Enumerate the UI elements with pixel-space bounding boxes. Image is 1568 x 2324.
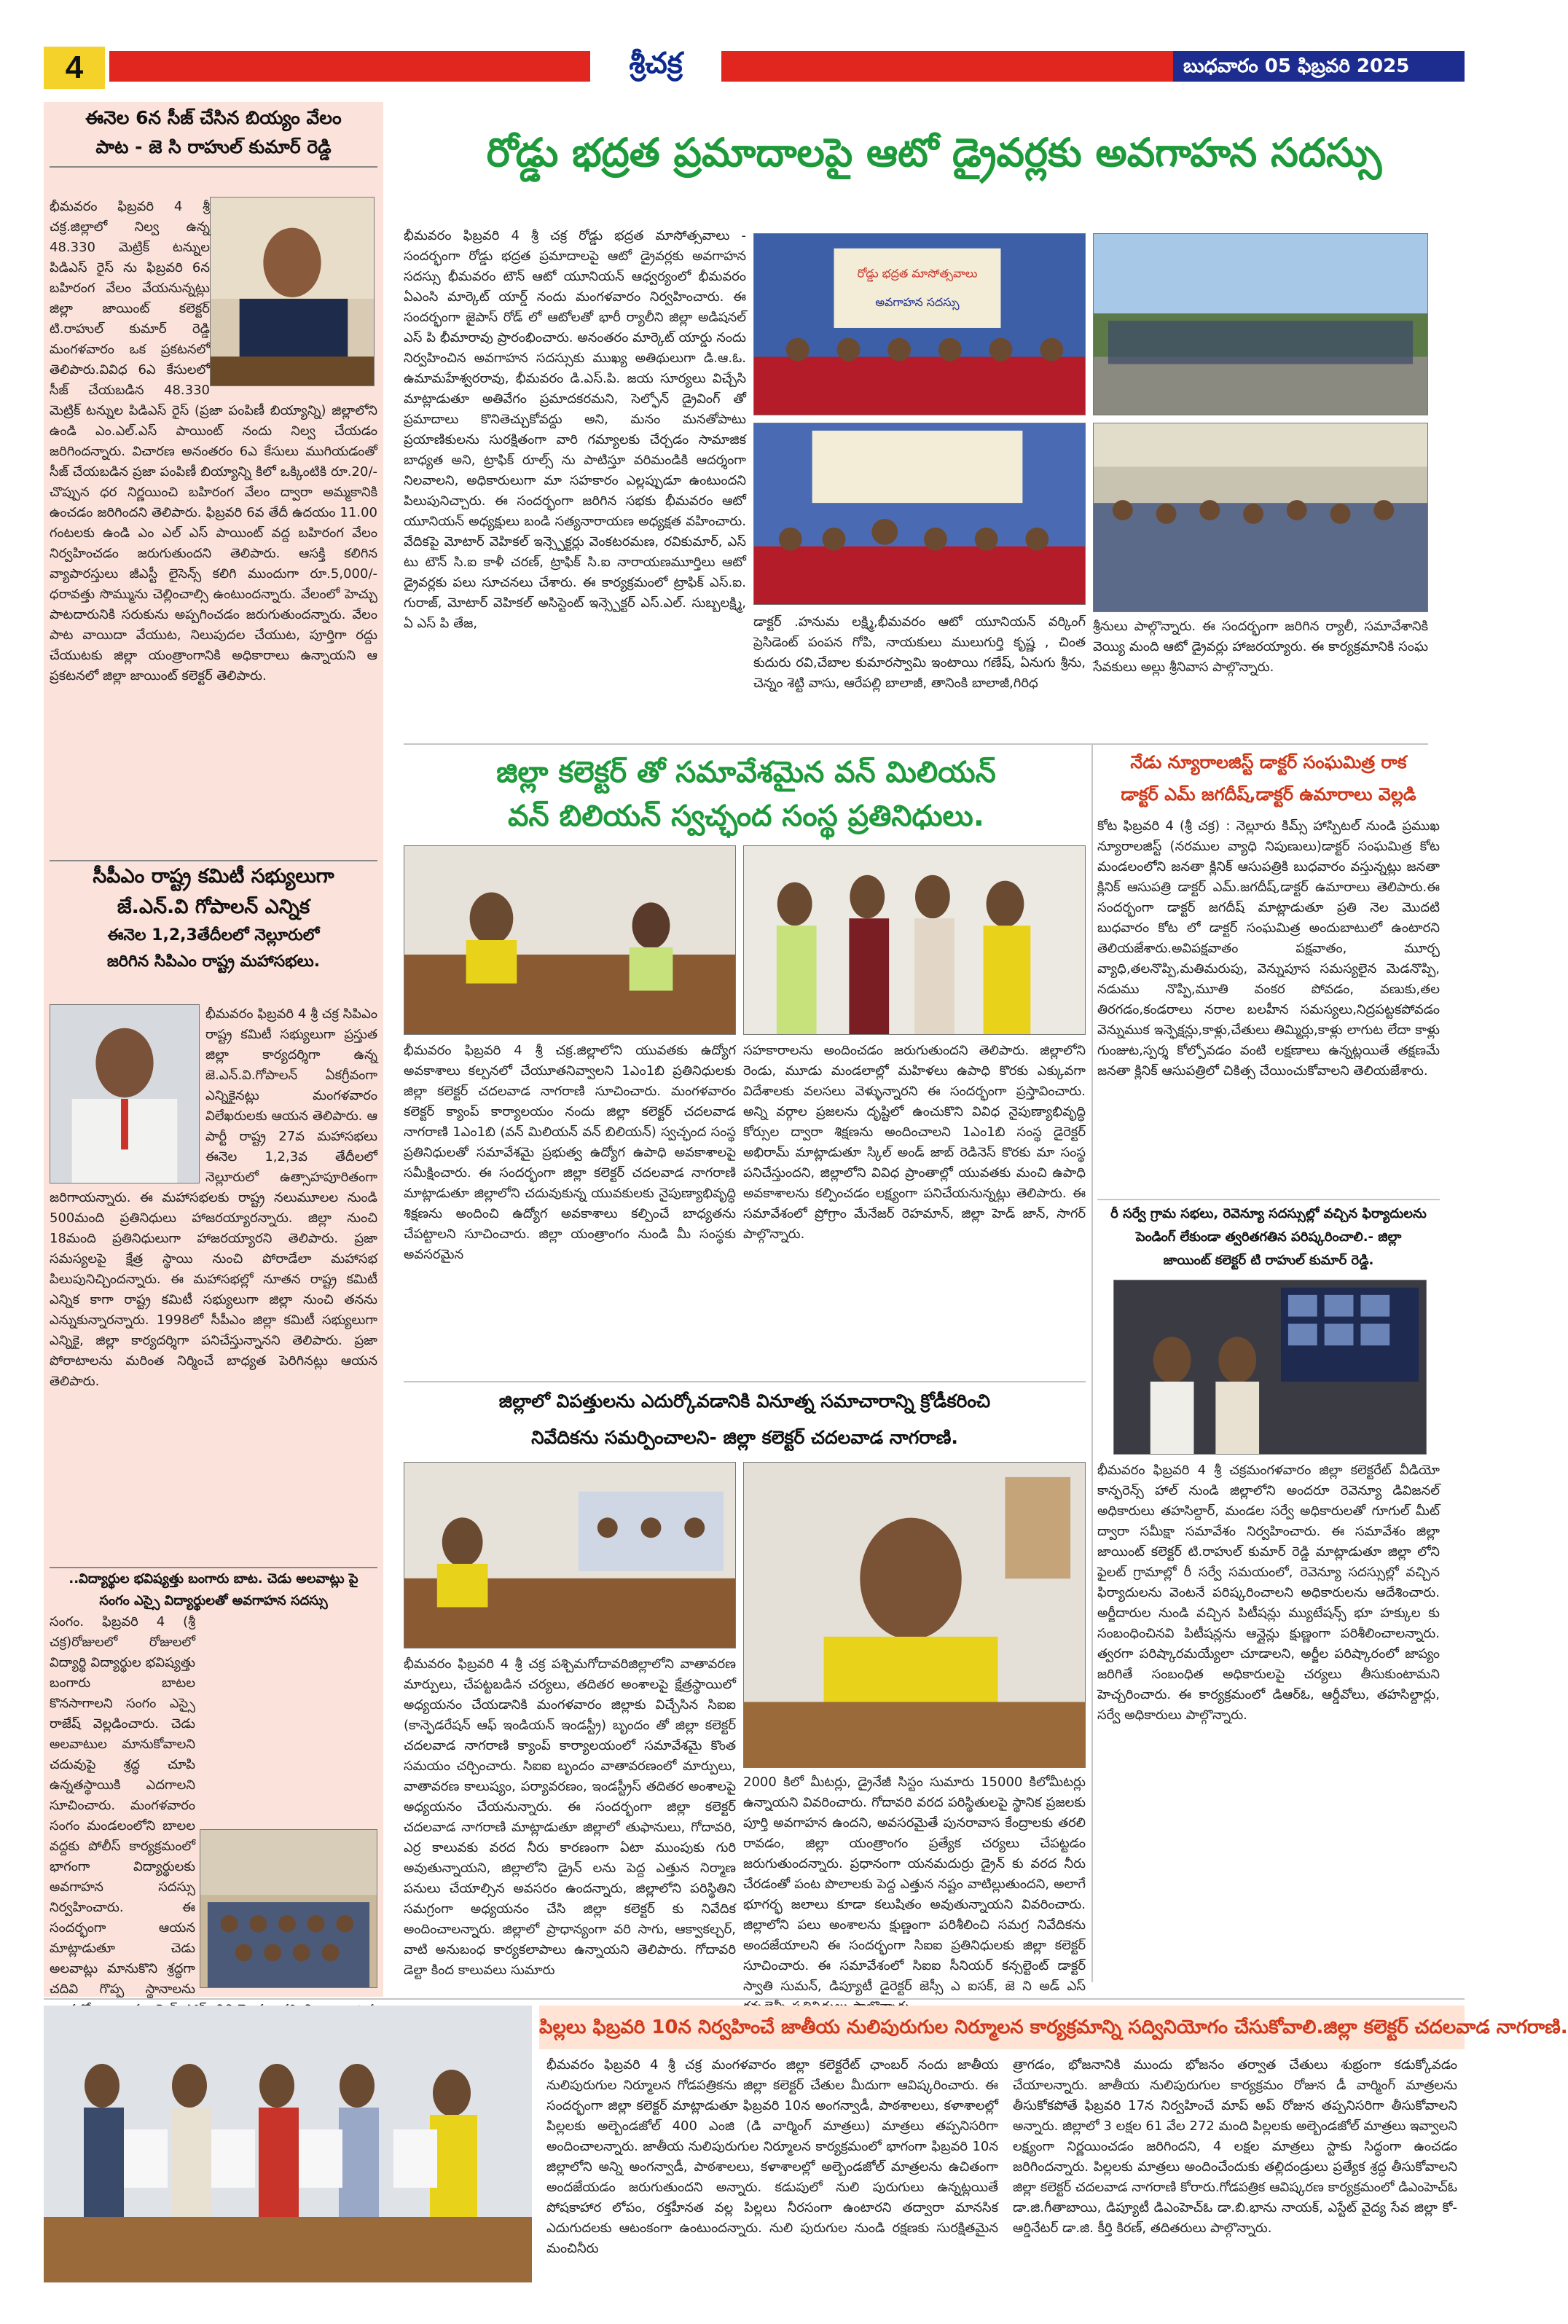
right-story1-headline-1: నేడు న్యూరాలజిస్ట్ డాక్టర్ సంఘమిత్ర రాక <box>1130 752 1407 772</box>
main-story-body-cont: డాక్టర్ .హనుమ లక్ష్మి,భీమవరం ఆటో యూనియన్ వర్కింగ్ ప్రెసిడెంట్ పంపన గోపి, నాయకులు ములుగుర్తి కృష్ణ , చింత కుదురు రవి,చేబాల కుమారస్వామి ఇంటాయి గణేష్, ఏనుగు శ్రీను, చెన్నం శెట్టి వాసు, ఆరేపల్లి బాలాజీ, తానింకి బాలాజీ,గిరిధ <box>753 614 1086 691</box>
masthead <box>0 44 1506 98</box>
left-column <box>44 102 383 1997</box>
photo-awareness-meeting-2 <box>753 423 1086 605</box>
left-story-rice-auction <box>50 103 377 168</box>
photo-collector-portrait <box>743 1462 1086 1768</box>
photo-awareness-meeting-1 <box>753 233 1086 415</box>
left-story2-headline-2: జే.ఎన్.వి గోపాలన్ ఎన్నిక <box>117 896 310 918</box>
divider-collector <box>404 1381 1086 1382</box>
issue-date: బుధవారం 05 ఫిబ్రవరి 2025 <box>1173 51 1465 82</box>
left-story2-headline-1: సీపీఎం రాష్ట్ర కమిటీ సభ్యులుగా <box>50 860 377 892</box>
photo-collector-memento <box>743 845 1086 1035</box>
disaster-body-right: 2000 కిలో మీటర్లు, డ్రైనేజీ సిస్టం సుమారు 15000 కిలోమీటర్లు ఉన్నాయని వివరించారు. గోదావరి వరద పరిస్థితులపై స్థానిక ప్రజలకు పూర్తి అవగాహన ఉందని, అవసరమైతే పునరావాస కేంద్రాలకు తరలి రావడం, జిల్లా యంత్రాంగం ప్రత్యేక చర్యలు చేపట్టడం జరుగుతుందన్నారు. ప్రధానంగా యనమదుర్రు డ్రైన్ కు వరద నీరు చేరడంతో పంట పొలాలకు పెద్ద ఎత్తున నష్టం వాటిల్లుతుందని, అలాగే భూగర్భ జలాలు కూడా కలుషితం అవుతున్నాయని వివరించారు. జిల్లాలోని పలు అంశాలను క్షుణ్ణంగా పరిశీలించి సమగ్ర నివేదికను అందజేయాలని ఈ సందర్భంగా సిఐఐ ప్రతినిధులకు జిల్లా కలెక్టర్ సూచించారు. ఈ సమావేశంలో సిఐఐ సీనియర్ కన్సల్టెంట్ డాక్టర్ స్వాతి సుమన్, డిప్యూటీ డైరెక్టర్ జెస్సీ ఎ ఐసక్, జె ని అడ్ ఎస్ <box>743 1775 1086 1994</box>
left-story2-subhead-1: ఈనెల 1,2,3తేదీలలో నెల్లూరులో <box>107 926 320 944</box>
bottom-body-right: త్రాగడం, భోజనానికి ముందు భోజనం తర్వాత చేతులు శుభ్రంగా కడుక్కోవడం చేయాలన్నారు. జాతీయ నులిపురుగుల కార్యక్రమం రోజున డీ వార్మింగ్ మాత్రలను తీసుకోకపోతే ఫిబ్రవరి 17న నిర్వహించే మాప్ అప్ రోజున తప్పనిసరిగా తీసుకోవాలని అన్నారు. జిల్లాలో 3 లక్షల 61 వేల 272 మంది పిల్లలకు అల్బెండజోల్ మాత్రలు ఇవ్వాలని లక్ష్యంగా నిర్ణయించడం జరిగిందని, 4 లక్షల మాత్రలు స్టాకు సిద్ధంగా ఉంచడం జరిగిందన్నారు. పిల్లలకు మాత్రలు అందించేందుకు తల్లిదండ్రులు ప్రత్యేక శ్రద్ధ తీసుకోవాలని జిల్లా కలెక్టర్ చదలవాడ నాగరాణి కోరారు.గోడపత్రిక ఆవిష్కరణ కార్యక్రమంలో డిఎంహెచ్ఓ డా.జి.గీతాబాయి, డిప్యూటీ డిఎంహెచ్ఓ డా.బి.భాను నాయక్, ఎస్టేట్ వైద్య సేవ జిల్లా కో-ఆర్డినేటర్ డా.జి. కీర్తి కిరణ్, తదితరులు పాల్గొన్నారు. <box>1013 2057 1457 2236</box>
main-story-body: భీమవరం ఫిబ్రవరి 4 శ్రీ చక్ర రోడ్డు భద్రత మాసోత్సవాలు - సందర్భంగా రోడ్డు భద్రత ప్రమాదాలపై ఆటో డ్రైవర్లకు అవగాహన సదస్సు భీమవరం టౌన్ ఆటో యూనియన్ ఆధ్వర్యంలో భీమవరం ఏఎంసి మార్కెట్ యార్డ్ నందు మంగళవారం నిర్వహించారు. ఈ సందర్భంగా జైపాస్ రోడ్ లో ఆటోలతో భారీ ర్యాలీని జిల్లా అడిషనల్ ఎస్ పి భీమారావు ప్రారంభించారు. అనంతరం మార్కెట్ యార్డు నందు నిర్వహించిన అవగాహన సదస్సుకు ముఖ్య అతిథులుగా డి.ఆ.ఓ. ఉమామహేశ్వరరావు, భీమవరం డి.ఎస్.పి. జయ సూర్యలు విచ్చేసి మాట్లాడుతూ అతివేగం ప్రమాదకరమని, సెల్ఫోన్ డ్రైవింగ్ తో ప్రమాదాలు కొనితెచ్చుకోవద్దు అని, మనం మనతోపాటు ప్రయాణికులను సురక్షితంగా వారి గమ్యాలకు చేర్చడం సామాజిక బాధ్యత అని, ట్రాఫిక్ రూల్స్ ను పాటిస్తూ వరిమండికి ఆదర్శంగా నిలవాలని, అధికారులుగా మా సహకారం ఎల్లప్పుడూ ఉంటుందని పిలుపునిచ్చారు. ఈ సందర్భంగా జరిగిన సభకు భీమవరం ఆటో యూనియన్ అధ్యక్షులు బండి సత్యనారాయణ అధ్యక్షత వహించారు. వేదికపై మోటార్ వెహికల్ ఇన్స్పెక్టర్లు వెంకటరమణ, రవికుమార్, ఎస్ టు టౌన్ సి.ఐ కాళీ చరణ్, ట్రాఫిక్ సి.ఐ నారాయణమూర్తిలు ఆటో డ్రైవర్లకు పలు సూచనలు చేశారు. ఈ కార్యక్రమంలో ట్రాఫిక్ ఎస్.ఐ. గురాజ్, మోటార్ వెహికల్ అసిస్టెంట్ ఇన్స్పెక్టర్ ఎస్.ఎల్. సుబ్బలక్ష్మి, ఏ ఎస్ పి తేజ, <box>404 228 746 631</box>
banner-text-1: రోడ్డు భద్రత మాసోత్సవాలు <box>857 266 978 281</box>
left-story2-body: భీమవరం ఫిబ్రవరి 4 శ్రీ చక్ర సిపిఎం రాష్ట్ర కమిటీ సభ్యులుగా ప్రస్తుత జిల్లా కార్యదర్శిగా ఉన్న జె.ఎన్.వి.గోపాలన్ ఏకగ్రీవంగా ఎన్నికైనట్లు మంగళవారం విలేఖరులకు ఆయన తెలిపారు. ఆ పార్టీ రాష్ట్ర 27వ మహాసభలు ఈనెల 1,2,3వ తేదీలలో నెల్లూరులో ఉత్సాహపూరితంగా జరిగాయన్నారు. ఈ మహాసభలకు రాష్ట్ర నలుమూలల నుండి 500మంది ప్రతినిధులు హాజరయ్యారన్నారు. జిల్లా నుంచి 18మంది ప్రతినిధులుగా హాజరయ్యారని తెలిపారు. ప్రజా సమస్యలపై క్షేత్ర స్థాయి నుంచి పోరాడేలా మహాసభ పిలుపునిచ్చిందన్నారు. ఈ మహాసభల్లో నూతన రాష్ట్ర కమిటీ ఎన్నిక కాగా రాష్ట్ర కమిటీ సభ్యులుగా జిల్లా నుంచి తనను ఎన్నుకున్నారన్నారు. 1998లో సీపీఎం జిల్లా కమిటీ సభ్యులుగా ఎన్నికై, జిల్లా కార్యదర్శిగా పనిచేస్తున్నానని తెలిపారు. ప్రజా పోరాటాలను మరింత నిర్మించే బాధ్యత పెరిగినట్లు ఆయన తెలిపారు. <box>50 1006 377 1389</box>
disaster-headline-1: జిల్లాలో విపత్తులను ఎదుర్కోవడానికి వినూత్న సమాచారాన్ని క్రోడీకరించి <box>498 1390 991 1412</box>
newspaper-logo <box>597 45 714 89</box>
left-story3-body: సంగం. ఫిబ్రవరి 4 (శ్రీ చక్ర)రోజులలో రోజులలో విద్యార్థి విద్యార్థుల భవిష్యత్తు బంగారు బాటల కొనసాగాలని సంగం ఎస్సై రాజేష్ వెల్లడించారు. చెడు అలవాటుల మానుకోవాలని చదువుపై శ్రద్ధ చూపి ఉన్నతస్థాయికి ఎదగాలని సూచించారు. మంగళవారం సంగం మండలంలోని బాలల వద్దకు పోలీస్ కార్యక్రమంలో భాగంగా విద్యార్థులకు అవగాహన సదస్సు నిర్వహించారు. ఈ సందర్భంగా ఆయన మాట్లాడుతూ చెడు అలవాట్లు మానుకొని శ్రద్ధగా చదివి గొప్ప స్థానాలను <box>50 1614 195 1997</box>
bottom-story <box>44 2006 1568 2282</box>
disaster-body-left: భీమవరం ఫిబ్రవరి 4 శ్రీ చక్ర పశ్చిమగోదావరిజిల్లాలోని వాతావరణ మార్పులు, చేపట్టబడిన చర్యలు, తదితర అంశాలపై క్షేత్రస్థాయిలో అధ్యయనం చేయడానికి మంగళవారం జిల్లాకు విచ్చేసిన సిఐఐ (కాన్ఫెడరేషన్ ఆఫ్ ఇండియన్ ఇండస్ట్రీ) బృందం తో జిల్లా కలెక్టర్ చదలవాడ నాగరాణి క్యాంప్ కార్యాలయంలో సమావేశమై కొంత సమయం చర్చించారు. సిఐఐ బృందం వాతావరణంలో మార్పులు, వాతావరణ కాలుష్యం, పర్యావరణం, ఇండస్ట్రీస్ తదితర అంశాలపై అధ్యయనం చేయనున్నారు. ఈ సందర్భంగా జిల్లా కలెక్టర్ చదలవాడ నాగరాణి మాట్లాడుతూ జిల్లాలో తుఫానులు, గోదావరి, ఎర్ర కాలువకు వరద నీరు కారణంగా ఏటా ముంపుకు గురి అవుతున్నాయని, జిల్లాలోని డ్రైన్ లను పెద్ద ఎత్తున నిర్మాణ పనులు చేయాల్సిన అవసరం ఉందన్నారు, జిల్లాలోని పరిస్థితిని సమగ్రంగా అధ్యయనం చేసి జిల్లా కలెక్టర్ కు నివేదిక అందించాలన్నారు. జిల్లాలో ప్రాధాన్యంగా వరి సాగు, ఆక్వాకల్చర్, వాటి అనుబంధ కార్యకలాపాలు ఉన్నాయని తెలిపారు. గోదావరి డెల్టా కింద కాలువలు సుమారు <box>404 1656 736 1978</box>
masthead-red-bar-right <box>721 51 1173 82</box>
page-number: 4 <box>44 47 105 89</box>
right-story1-headline-2: డాక్టర్ ఎమ్ జగదీష్,డాక్టర్ ఉమారాలు వెల్లడి <box>1121 784 1416 805</box>
left-story-cpm <box>50 860 377 975</box>
bottom-body-left: భీమవరం ఫిబ్రవరి 4 శ్రీ చక్ర మంగళవారం జిల్లా కలెక్టరేట్ ఛాంబర్ నందు జాతీయ నులిపురుగుల నిర్మూలన గోడపత్రికను జిల్లా కలెక్టర్ చేతుల మీదుగా ఆవిష్కరించారు. ఈ సందర్భంగా జిల్లా కలెక్టర్ మాట్లాడుతూ ఫిబ్రవరి 10న అంగన్వాడీ, పాఠశాలలు, కళాశాలల్లో పిల్లలకు అల్బెండజోల్ 400 ఎంజి (డి వార్మింగ్ మాత్రలు) మాత్రలు తప్పనిసరిగా అందించాలన్నారు. జాతీయ నులిపురుగుల నిర్మూలన కార్యక్రమంలో భాగంగా ఫిబ్రవరి 10న జిల్లాలోని అన్ని అంగన్వాడీ, పాఠశాలలు, కళాశాలల్లో అల్బెండజోల్ మాత్రలను ఉచితంగా అందజేయడం జరుగుతుందని అన్నారు. కడుపులో నులి పురుగులు ఉన్నట్లయితే పోషకాహార లోపం, రక్తహీనత వల్ల పిల్లలు నీరసంగా ఉంటారని తద్వారా మానసిక ఎదుగుదలకు ఆటంకంగా ఉంటుందన్నారు. నులి పురుగుల నుండి రక్షణకు సురక్షితమైన మంచినీరు <box>546 2057 998 2256</box>
photo-auto-rally <box>1093 233 1428 415</box>
photo-deworming-poster-launch <box>44 2006 532 2282</box>
left-story1-headline-2: పాట - జె సి రాహుల్ కుమార్ రెడ్డి <box>50 133 377 168</box>
bottom-headline: పిల్లలు ఫిబ్రవరి 10న నిర్వహించే జాతీయ నులిపురుగుల నిర్మూలన కార్యక్రమాన్ని సద్వినియోగం చేసుకోవాలి.జిల్లా కలెక్టర్ చదలవాడ నాగరాణి. <box>539 2006 1465 2049</box>
photo-auto-drivers-gathering <box>1093 423 1428 612</box>
collector-body-left: భీమవరం ఫిబ్రవరి 4 శ్రీ చక్ర.జిల్లాలోని యువతకు ఉద్యోగ అవకాశాలు కల్పనలో చేయూతనివ్వాలని 1ఎం1బి ప్రతినిధులకు జిల్లా కలెక్టర్ చదలవాడ నాగరాణి సూచించారు. మంగళవారం కలెక్టర్ క్యాంప్ కార్యాలయం నందు జిల్లా కలెక్టర్ చదలవాడ నాగరాణి 1ఎం1బి (వన్ మిలియన్ వన్ బిలియన్) స్వచ్ఛంద సంస్థ ప్రతినిధులతో సమావేశమై ప్రభుత్వ ఉద్యోగ ఉపాధి అవకాశాలపై సమీక్షించారు. ఈ సందర్భంగా జిల్లా కలెక్టర్ చదలవాడ నాగరాణి మాట్లాడుతూ జిల్లాలోని చదువుకున్న యువకులకు నైపుణ్యాభివృద్ధి శిక్షణను అందించి ఉద్యోగ అవకాశాలు కల్పించే బాధ్యతను చేపట్టాలని సూచించారు. జిల్లా యంత్రాంగం నుండి మీ సంస్థకు అవసరమైన <box>404 1043 736 1262</box>
left-story3-headline-1: ..విద్యార్థుల భవిష్యత్తు బంగారు బాట. చెడు అలవాట్లు పై <box>68 1571 358 1586</box>
collector-headline-2: వన్ బిలియన్ స్వచ్ఛంద సంస్థ ప్రతినిధులు. <box>508 799 984 833</box>
masthead-red-bar-left <box>109 51 590 82</box>
right-story2-headline-2: పెండింగ్ లేకుండా త్వరితగతిన పరిష్కరించాలి.- జిల్లా <box>1135 1229 1402 1245</box>
photo-cii-meeting <box>404 1462 736 1648</box>
collector-body-right: సహకారాలను అందించడం జరుగుతుందని తెలిపారు. జిల్లాలోని రెండు, మూడు మండలాల్లో మహిళలు ఉపాధి కొరకు ఎక్కువగా విదేశాలకు వలసలు వెళ్ళున్నారని ఈ సందర్భంగా ప్రస్తావించారు. అన్ని వర్గాల ప్రజలను దృష్టిలో ఉంచుకొని వివిధ నైపుణ్యాభివృద్ధి కోర్సుల ద్వారా శిక్షణను అందించాలని 1ఎం1బి సంస్థ డైరెక్టర్ అభిరామ్ మాట్లాడుతూ స్కిల్ అండ్ జాబ్ రెడినెస్ కొరకు మా సంస్థ పనిచేస్తుందని, జిల్లాలోని వివిధ ప్రాంతాల్లో యువతకు మంచి ఉపాధి అవకాశాలను కల్పించడం లక్ష్యంగా పనిచేయనున్నట్లు తెలిపారు. ఈ సమావేశంలో ప్రోగ్రాం మేనేజర్ రెహమాన్, జిల్లా హెడ్ జాన్, సాగర్ పాల్గొన్నారు. <box>743 1043 1086 1242</box>
photo-video-conference <box>1113 1280 1427 1455</box>
divider-right-1 <box>1097 1199 1440 1200</box>
logo-text: శ్రీచక్ర <box>629 47 683 80</box>
right-story2-headline-1: రీ సర్వే గ్రామ సభలు, రెవెన్యూ సదస్సుల్లో వచ్చిన ఫిర్యాదులను <box>1110 1206 1427 1221</box>
left-story-sangam <box>50 1567 377 1612</box>
photo-collector-meeting <box>404 845 736 1035</box>
main-story-caption: శ్రీనులు పాల్గొన్నారు. ఈ సందర్భంగా జరిగిన ర్యాలీ, సమావేశానికి వెయ్యి మంది ఆటో డ్రైవర్లు హాజరయ్యారు. ఈ కార్యక్రమానికి సంఘ సేవకులు అల్లు శ్రీనివాస పాల్గొన్నారు. <box>1093 619 1428 675</box>
divider-bottom <box>44 1998 1465 2000</box>
banner-text-2: అవగాహన సదస్సు <box>875 295 960 310</box>
left-story2-subhead-2: జరిగిన సిపిఎం రాష్ట్ర మహాసభలు. <box>106 952 321 971</box>
left-story1-headline-1: ఈనెల 6న సీజ్ చేసిన బియ్యం వేలం <box>85 107 342 128</box>
right-story2-headline-3: జాయింట్ కలెక్టర్ టి రాహుల్ కుమార్ రెడ్డి. <box>1163 1253 1374 1268</box>
divider-right-column <box>1091 743 1093 1982</box>
disaster-headline-2: నివేదికను సమర్పించాలని- జిల్లా కలెక్టర్ చదలవాడ నాగరాణి. <box>531 1427 958 1448</box>
main-area <box>392 102 1465 1994</box>
divider-main <box>404 743 1428 745</box>
right-story1-body: కోట ఫిబ్రవరి 4 (శ్రీ చక్ర) : నెల్లూరు కిమ్స్ హాస్పిటల్ నుండి ప్రముఖ న్యూరాలజిస్ట్ (నరముల వ్యాధి నిపుణులు)డాక్టర్ సంఘమిత్ర కోట మండలంలోని జనతా క్లినిక్ ఆసుపత్రికి బుధవారం వస్తున్నట్లు జనతా క్లినిక్ ఆసుపత్రి డాక్టర్ ఎమ్.జగదీష్,డాక్టర్ ఉమారాలు తెలిపారు.ఈ సందర్భంగా డాక్టర్ జగదీష్ మాట్లాడుతూ ప్రతి నెల మొదటి బుధవారం కోట లో డాక్టర్ సంఘమిత్ర అందుబాటులో ఉంటారని తెలియజేశారు.అవిపక్షవాతం పక్షవాతం, మూర్చ వ్యాధి,తలనొప్పి,మతిమరుపు, వెన్నుపూస సమస్యలైన మెడనొప్పి, నడుము నొప్పి,మూతి వంకర పోవడం, వణుకు,తల తిరగడం,కండరాలు నరాల బలహీన సమస్యలు,నిద్రపట్టకపోవడం వెన్నుముక ఇన్ఫెక్షన్లు,కాళ్లు,చేతులు తిమ్మిర్లు,కాళ్లు లాగుట లేదా కాళ్లు గుంజుట,స్పర్శ కోల్పోవడం వంటి లక్షణాలు ఉన్నట్లయితే తక్షణమే జనతా క్లినిక్ ఆసుపత్రిలో చికిత్స చేయించుకోవాలని తెలియజేశారు. <box>1097 818 1440 1079</box>
left-story1-body: భీమవరం ఫిబ్రవరి 4 శ్రీ చక్ర.జిల్లాలో నిల్వ ఉన్న 48.330 మెట్రిక్ టన్నుల పిడిఎస్ రైస్ ను ఫిబ్రవరి 6న బహిరంగ వేలం వేయనున్నట్లు జిల్లా జాయింట్ కలెక్టర్ టి.రాహుల్ కుమార్ రెడ్డి మంగళవారం ఒక ప్రకటనలో తెలిపారు.వివిధ 6ఎ కేసులలో సీజ్ చేయబడిన 48.330 మెట్రిక్ టన్నుల పిడిఎస్ రైస్ (ప్రజా పంపిణీ బియ్యాన్ని) జిల్లాలోని ఉండి ఎం.ఎల్.ఎస్ పాయింట్ నందు నిల్వ చేయడం జరిగిందన్నారు. విచారణ అనంతరం 6ఎ కేసులు ముగియడంతో సీజ్ చేయబడిన ప్రజా పంపిణీ బియ్యాన్ని కిలో ఒక్కింటికి రూ.20/- చొప్పున ధర నిర్ణయించి బహిరంగ వేలం ద్వారా అమ్మకానికి ఉంచడం జరిగిందని తెలిపారు. ఫిబ్రవరి 6వ తేదీ ఉదయం 11.00 గంటలకు ఉండి ఎం ఎల్ ఎస్ పాయింట్ వద్ద బహిరంగ వేలం నిర్వహించడం జరుగుతుందని తెలిపారు. ఆసక్తి కలిగిన వ్యాపారస్తులు జీఎస్టీ లైసెన్స్ కలిగి ముందుగా రూ.5,000/- ధరావత్తు సొమ్మును చెల్లించాల్సి ఉంటుందన్నారు. వేలంలో హెచ్చు పాటదారునికి సరుకును అప్పగించడం జరుగుతుందన్నారు. వేలం పాట వాయిదా వేయుట, నిలుపుదల చేయుట, పూర్తిగా రద్దు చేయుటకు జిల్లా యంత్రాంగానికి అధికారాలు ఉన్నాయని ఆ ప్రకటనలో జిల్లా జాయింట్ కలెక్టర్ తెలిపారు. <box>50 199 377 684</box>
right-story2-body: భీమవరం ఫిబ్రవరి 4 శ్రీ చక్రమంగళవారం జిల్లా కలెక్టరేట్ వీడియో కాన్ఫరెన్స్ హాల్ నుండి జిల్లాలోని అందరూ రెవెన్యూ డివిజనల్ అధికారులు తహసిల్దార్, మండల సర్వే అధికారులతో గూగుల్ మీట్ ద్వారా సమీక్షా సమావేశం నిర్వహించారు. ఈ సమావేశం జిల్లా జాయింట్ కలెక్టర్ టి.రాహుల్ కుమార్ రెడ్డి మాట్లాడుతూ జిల్లా లోని ఫైలట్ గ్రామాల్లో రీ సర్వే సమయంలో, రెవెన్యూ సదస్సుల్లో వచ్చిన ఫిర్యాదులను వెంటనే పరిష్కరించాలని అధికారులను ఆదేశించారు. అర్జీదారుల నుండి వచ్చిన పిటీషన్లు మ్యుటేషన్స్ భూ హక్కుల కు సంబంధించినవి పిటీషన్లను ఆన్లైన్లు క్షుణ్ణంగా పరిశీలించాలన్నారు. త్వరగా పరిష్కారమయ్యేలా చూడాలని, అర్జీల పరిష్కారంలో జాప్యం జరిగితే సంబంధిత అధికారులపై చర్యలు తీసుకుంటామని హెచ్చరించారు. ఈ కార్యక్రమంలో డిఆర్ఓ, ఆర్డీవోలు, తహసిల్దార్లు, సర్వే అధికారులు పాల్గొన్నారు. <box>1097 1463 1440 1723</box>
collector-headline-1: జిల్లా కలెక్టర్ తో సమావేశమైన వన్ మిలియన్ <box>496 756 996 789</box>
left-story3-headline-2: సంగం ఎస్సై విద్యార్థులతో అవగాహన సదస్సు <box>99 1593 328 1608</box>
main-headline: రోడ్డు భద్రత ప్రమాదాలపై ఆటో డ్రైవర్లకు అవగాహన సదస్సు <box>486 130 1382 176</box>
